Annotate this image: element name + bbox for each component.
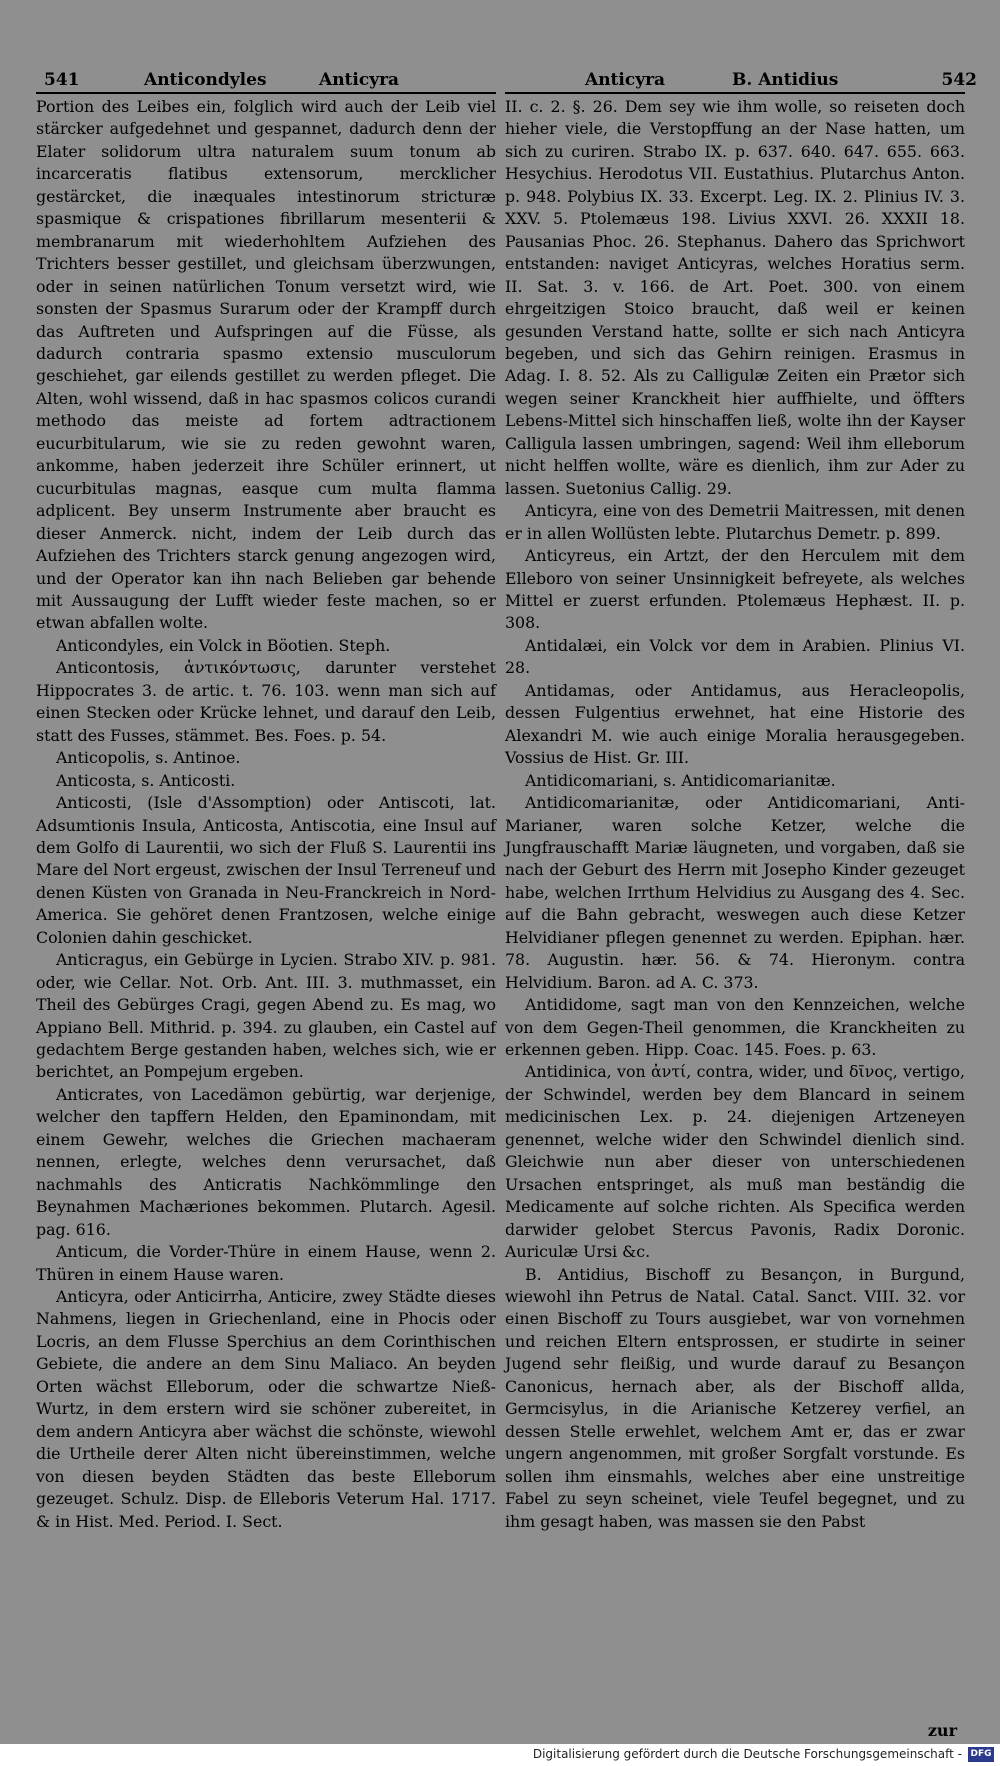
left-first-keyword: Anticondyles: [144, 70, 267, 90]
entry-paragraph: Antidicomariani, s. Antidicomarianitæ.: [525, 770, 836, 790]
entry-paragraph: Antidamas, oder Antidamus, aus Heracleopolis, dessen Fulgentius erwehnet, hat eine Historie des Alexandri M. wie auch einige Moralia herausgegeben. Vossius de Hist. Gr. III.: [505, 680, 965, 768]
right-last-keyword: B. Antidius: [732, 70, 839, 90]
entry-paragraph: Anticyreus, ein Artzt, der den Herculem mit dem Elleboro von seiner Unsinnigkeit befreyete, als welches Mittel er zuerst erfunden. Ptolemæus Hephæst. II. p. 308.: [505, 546, 965, 633]
left-text-column: [36, 96, 496, 1744]
dfg-logo: DFG: [968, 1747, 994, 1762]
entry-paragraph: Anticondyles, ein Volck in Böotien. Steph.: [56, 635, 391, 655]
entry-paragraph: Portion des Leibes ein, folglich wird auch der Leib viel stärcker aufgedehnet und gespannet, dadurch denn der Elater solidorum ultra naturalem suum tonum ab incarceratis flatibus extensorum, mercklicher gestärcket, die inæquales intestinorum stricturæ spasmique & crispationes fibrillarum mesenterii & membranarum mit wiederhohltem Aufziehen des Trichters besser gestillet, und gleichsam überzwungen, oder in seinen natürlichen Tonum versetzt wird, wie sonsten der Spasmus Surarum oder der Krampff durch das Auftreten und Aufspringen auf die Füsse, als dadurch contraria spasmo extensio musculorum geschiehet, gar eilends gestillet zu werden pfleget. Die Alten, wohl wissend, daß in hac spasmos colicos curandi methodo das meiste ad fortem adtractionem eucurbitularum, wie sie zu reden gewohnt waren, ankomme, haben jederzeit ihre Schüler erinnert, ut cucurbitulas magnas, easque cum multa flamma adplicent. Bey unserm Instrumente aber braucht es dieser Anmerck. nicht, indem der Leib durch das Aufziehen des Trichters starck genung angezogen wird, und der Operator kan ihn nach Belieben gar behende mit Aussaugung der Lufft wieder feste machen, so er etwan abfallen wolte.: [36, 97, 496, 633]
digitization-footer: [0, 1744, 1000, 1766]
left-running-head: [36, 64, 496, 94]
entry-paragraph: Anticosti, (Isle d'Assomption) oder Antiscoti, lat. Adsumtionis Insula, Anticosta, Antiscotia, eine Insul auf dem Golfo di Laurentii, wo sich der Fluß S. Laurentii ins Mare del Nort ergeust, zwischen der Insul Terreneuf und denen Küsten von Granada in Neu-Franckreich in Nord-America. Sie gehöret denen Frantzosen, welche einige Colonien dahin geschicket.: [36, 793, 496, 947]
right-text-column: [505, 96, 965, 1744]
entry-paragraph: Antidalæi, ein Volck vor dem in Arabien. Plinius VI. 28.: [505, 635, 965, 678]
entry-paragraph: Antidinica, von ἀντί, contra, wider, und δῖνος, vertigo, der Schwindel, werden bey dem Blancard in seinem medicinischen Lex. p. 24. diejenigen Artzeneyen genennet, welche wider den Schwindel dienlich sind. Gleichwie nun aber dieser von unterschiedenen Ursachen entspringet, als muß man beständig die Medicamente auf solche richten. Als Specifica werden darwider gelobet Stercus Pavonis, Radix Doronic. Auriculæ Ursi &c.: [505, 1062, 965, 1262]
left-page-number: 541: [44, 70, 80, 90]
entry-paragraph: Anticum, die Vorder-Thüre in einem Hause, wenn 2. Thüren in einem Hause waren.: [36, 1242, 496, 1284]
entry-paragraph: II. c. 2. §. 26. Dem sey wie ihm wolle, so reiseten doch hieher viele, die Verstopffung an der Nase hatten, um sich zu curiren. Strabo IX. p. 637. 640. 647. 655. 663. Hesychius. Herodotus VII. Eustathius. Plutarchus Anton. p. 948. Polybius IX. 33. Excerpt. Leg. IX. 2. Plinius IV. 3. XXV. 5. Ptolemæus 198. Livius XXVI. 26. XXXII 18. Pausanias Phoc. 26. Stephanus. Dahero das Sprichwort entstanden: naviget Anticyras, welches Horatius serm. II. Sat. 3. v. 166. de Art. Poet. 300. von einem ehrgeitzigen Stoico braucht, daß weil er keinen gesunden Verstand hatte, sollte er sich nach Anticyra begeben, und sich das Gehirn reinigen. Erasmus in Adag. I. 8. 52. Als zu Calligulæ Zeiten ein Prætor sich wegen seiner Kranckheit hier auffhielte, und öffters Lebens-Mittel sich hinschaffen ließ, wolte ihn der Kayser Calligula lassen umbringen, sagend: Weil ihm elleborum nicht helffen wollte, wäre es dienlich, ihm zur Ader zu lassen. Suetonius Callig. 29.: [505, 97, 965, 498]
right-page-number: 542: [941, 70, 977, 90]
entry-paragraph: Anticopolis, s. Antinoe.: [56, 748, 241, 768]
entry-paragraph: Anticrates, von Lacedämon gebürtig, war derjenige, welcher den tapffern Helden, den Epaminondam, mit einem Gewehr, welches die Griechen machaeram nennen, erlegte, welches denn verursachet, daß nachmahls des Anticratis Nachkömmlinge den Beynahmen Machæriones bekommen. Plutarch. Agesil. pag. 616.: [36, 1084, 496, 1239]
catchword: zur: [927, 1720, 957, 1740]
entry-paragraph: Anticyra, eine von des Demetrii Maitressen, mit denen er in allen Wollüsten lebte. Plutarchus Demetr. p. 899.: [505, 501, 965, 543]
entry-paragraph: Anticyra, oder Anticirrha, Anticire, zwey Städte dieses Nahmens, liegen in Griechenland, eine in Phocis oder Locris, an dem Flusse Sperchius an dem Corinthischen Gebiete, die andere an dem Sinu Maliaco. An beyden Orten wächst Elleborum, oder die schwartze Nieß-Wurtz, in dem erstern wird sie schöner zubereitet, in dem andern Anticyra aber wächst die schönste, wiewohl die Urtheile derer Alten nicht übereinstimmen, welche von diesen beyden Städten das beste Elleborum gezeuget. Schulz. Disp. de Elleboris Veterum Hal. 1717. & in Hist. Med. Period. I. Sect.: [36, 1287, 496, 1531]
right-page: [505, 0, 977, 1744]
entry-paragraph: Anticosta, s. Anticosti.: [56, 770, 236, 790]
entry-paragraph: Antididome, sagt man von den Kennzeichen, welche von dem Gegen-Theil genommen, die Kranckheiten zu erkennen geben. Hipp. Coac. 145. Foes. p. 63.: [505, 995, 965, 1060]
entry-paragraph: Anticontosis, ἀντικόντωσις, darunter verstehet Hippocrates 3. de artic. t. 76. 103. wenn man sich auf einen Stecken oder Krücke lehnet, und darauf den Leib, statt des Fusses, stämmet. Bes. Foes. p. 54.: [36, 658, 496, 745]
entry-paragraph: B. Antidius, Bischoff zu Besançon, in Burgund, wiewohl ihn Petrus de Natal. Catal. Sanct. VIII. 32. vor einen Bischoff zu Tours ausgiebet, war von vornehmen und reichen Eltern entsprossen, er studirte in seiner Jugend sehr fleißig, und wurde darauf zu Besançon Canonicus, hernach aber, als der Bischoff allda, Germcisylus, in die Arianische Ketzerey verfiel, an dessen Stelle erwehlet, welchem Amt er, das er zwar ungern angenommen, mit großer Sorgfalt vorstunde. Es sollen ihm einsmahls, welches aber eine unstreitige Fabel zu seyn scheinet, viele Teufel begegnet, und zu ihm gesagt haben, was massen sie den Pabst: [505, 1264, 965, 1531]
funding-notice: Digitalisierung gefördert durch die Deutsche Forschungsgemeinschaft -: [532, 1747, 962, 1761]
entry-paragraph: Anticragus, ein Gebürge in Lycien. Strabo XIV. p. 981. oder, wie Cellar. Not. Orb. Ant. III. 3. muthmasset, ein Theil des Gebürges Cragi, gegen Abend zu. Es mag, wo Appiano Bell. Mithrid. p. 394. zu glauben, ein Castel auf gedachtem Berge gestanden haben, welches sich, wie er berichtet, an Pompejum ergeben.: [36, 950, 496, 1082]
right-first-keyword: Anticyra: [585, 70, 666, 90]
left-page: [36, 0, 496, 1744]
right-running-head: [505, 64, 977, 94]
entry-paragraph: Antidicomarianitæ, oder Antidicomariani, Anti-Marianer, waren solche Ketzer, welche die Jungfrauschafft Mariæ läugneten, und vorgaben, daß sie nach der Geburt des Herrn mit Josepho Kinder gezeuget habe, welchen Irrthum Helvidius zu Ausgang des 4. Sec. auf die Bahn gebracht, weswegen auch diese Ketzer Helvidianer pflegen genennet zu werden. Epiphan. hær. 78. Augustin. hær. 56. & 74. Hieronym. contra Helvidium. Baron. ad A. C. 373.: [505, 793, 965, 992]
left-last-keyword: Anticyra: [319, 70, 400, 90]
